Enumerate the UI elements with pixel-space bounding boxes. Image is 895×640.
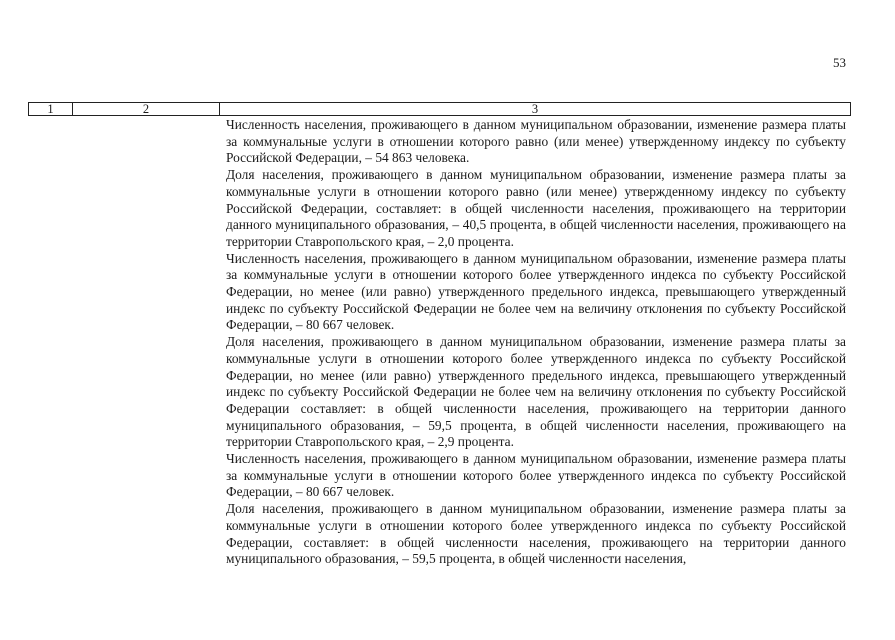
page-number: 53 — [833, 55, 846, 70]
paragraph: Численность населения, проживающего в данном муниципальном образовании, изменение размера платы за коммунальные услуги в отношении которого более утвержденного индекса по субъекту Российской Федерации, – 80 667 человек. — [226, 451, 846, 500]
paragraph: Доля населения, проживающего в данном муниципальном образовании, изменение размера платы за коммунальные услуги в отношении которого более утвержденного индекса по субъекту Российской Федерации, составляет: в общей численности населения, проживающего на территории данного муниципального образования, – 59,5 процента, в общей численности населения, — [226, 501, 846, 567]
document-body — [226, 117, 846, 568]
table-header-row — [29, 103, 851, 116]
paragraph: Доля населения, проживающего в данном муниципальном образовании, изменение размера платы за коммунальные услуги в отношении которого более утвержденного индекса по субъекту Российской Федерации, но менее (или равно) утвержденного предельного индекса, превышающего утвержденный индекс по субъекту Российской Федерации не более чем на величину отклонения по субъекту Российской Федерации составляет: в общей численности населения, проживающего на территории данного муниципального образования, – 59,5 процента, в общей численности населения, проживающего на территории Ставропольского края, – 2,9 процента. — [226, 334, 846, 450]
table-header — [28, 102, 851, 116]
column-2-header: 2 — [73, 103, 220, 116]
paragraph: Доля населения, проживающего в данном муниципальном образовании, изменение размера платы за коммунальные услуги в отношении которого равно (или менее) утвержденному индексу по субъекту Российской Федерации, составляет: в общей численности населения, проживающего на территории данного муниципального образования, – 40,5 процента, в общей численности населения, проживающего на территории Ставропольского края, – 2,0 процента. — [226, 167, 846, 249]
column-1-header: 1 — [29, 103, 73, 116]
paragraph: Численность населения, проживающего в данном муниципальном образовании, изменение размера платы за коммунальные услуги в отношении которого равно (или менее) утвержденному индексу по субъекту Российской Федерации, – 54 863 человека. — [226, 117, 846, 166]
column-3-header: 3 — [220, 103, 851, 116]
paragraph: Численность населения, проживающего в данном муниципальном образовании, изменение размера платы за коммунальные услуги в отношении которого более утвержденного индекса по субъекту Российской Федерации, но менее (или равно) утвержденного предельного индекса, превышающего утвержденный индекс по субъекту Российской Федерации не более чем на величину отклонения по субъекту Российской Федерации, – 80 667 человек. — [226, 250, 846, 333]
